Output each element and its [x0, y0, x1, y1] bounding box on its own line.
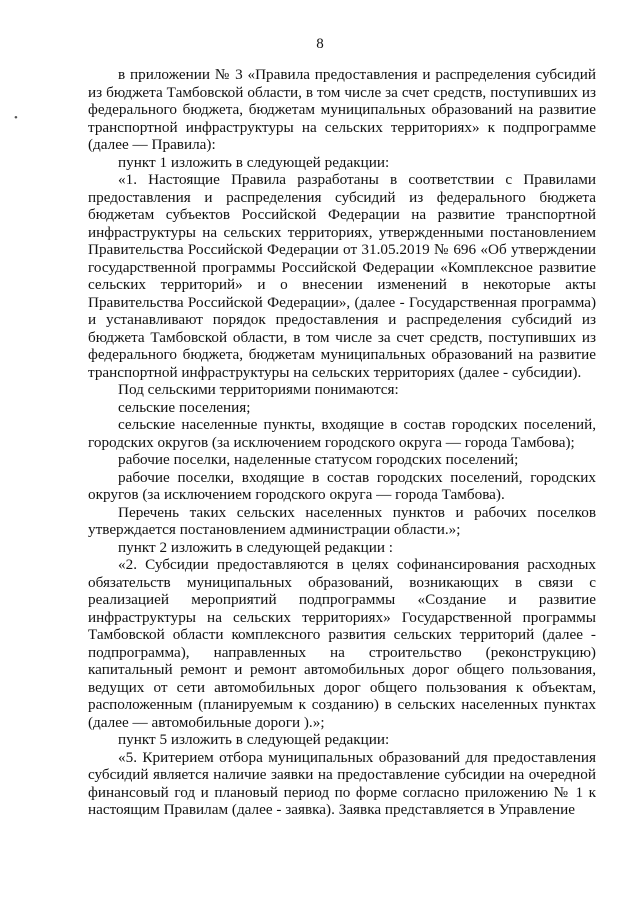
- paragraph-point-1-instruction: пункт 1 изложить в следующей редакции:: [118, 153, 390, 171]
- margin-mark: •: [14, 112, 18, 124]
- paragraph-rural-territories-heading: Под сельскими территориями понимаются:: [118, 381, 399, 398]
- paragraph-work-settlements-included: рабочие поселки, входящие в состав городских поселений, городских округов (за исключением городского округа — города Тамбова).: [88, 468, 596, 503]
- paragraph-point-2-text: «2. Субсидии предоставляются в целях софинансирования расходных обязательств муниципальных образований, возникающих в связи с реализацией мероприятий подпрограммы «Создание и развитие инфраструктуры на сельских территориях» Государственной программы Тамбовской области комплексного развития сельских территорий (далее - подпрограмма), направленных на строительство (реконструкцию) капитальный ремонт и ремонт автомобильных дорог общего пользования, ведущих от сети автомобильных дорог общего пользования к объектам, расположенным (планируемым к созданию) в сельских населенных пунктах (далее — автомобильные дороги ).»;: [88, 556, 596, 731]
- paragraph-rural-localities: сельские населенные пункты, входящие в состав городских поселений, городских округов (за исключением городского округа — города Тамбова);: [88, 416, 596, 451]
- document-body: [88, 66, 596, 819]
- paragraph-work-settlements-status: рабочие поселки, наделенные статусом городских поселений;: [118, 451, 519, 468]
- paragraph-point-2-instruction: пункт 2 изложить в следующей редакции :: [118, 538, 393, 556]
- paragraph-point-1-text: «1. Настоящие Правила разработаны в соответствии с Правилами предоставления и распределения субсидий из федерального бюджета бюджетам субъектов Российской Федерации на развитие транспортной инфраструктуры на сельских территориях, утвержденными постановлением Правительства Российской Федерации от 31.05.2019 № 696 «Об утверждении государственной программы Российской Федерации «Комплексное развитие сельских территорий» и о внесении изменений в некоторые акты Правительства Российской Федерации», (далее - Государственная программа) и устанавливают порядок предоставления и распределения субсидий из бюджета Тамбовской области, в том числе за счет средств, поступивших из федерального бюджета, бюджетам муниципальных образований на развитие транспортной инфраструктуры на сельских территориях (далее - субсидии).: [88, 171, 596, 381]
- paragraph-list-approval: Перечень таких сельских населенных пунктов и рабочих поселков утверждается постановлением администрации области.»;: [88, 503, 596, 538]
- paragraph-point-5-instruction: пункт 5 изложить в следующей редакции:: [118, 731, 390, 748]
- paragraph-point-5-text: «5. Критерием отбора муниципальных образований для предоставления субсидий является наличие заявки на предоставление субсидии на очередной финансовый год и плановый период по форме согласно приложению № 1 к настоящим Правилам (далее - заявка). Заявка представляется в Управление: [88, 748, 596, 818]
- page-number: 8: [316, 36, 324, 52]
- paragraph-appendix-3-intro: в приложении № 3 «Правила предоставления и распределения субсидий из бюджета Тамбовской области, в том числе за счет средств, поступивших из федерального бюджета, бюджетам муниципальных образований на развитие транспортной инфраструктуры на сельских территориях» к подпрограмме (далее — Правила):: [88, 66, 596, 153]
- paragraph-rural-settlements: сельские поселения;: [118, 398, 251, 416]
